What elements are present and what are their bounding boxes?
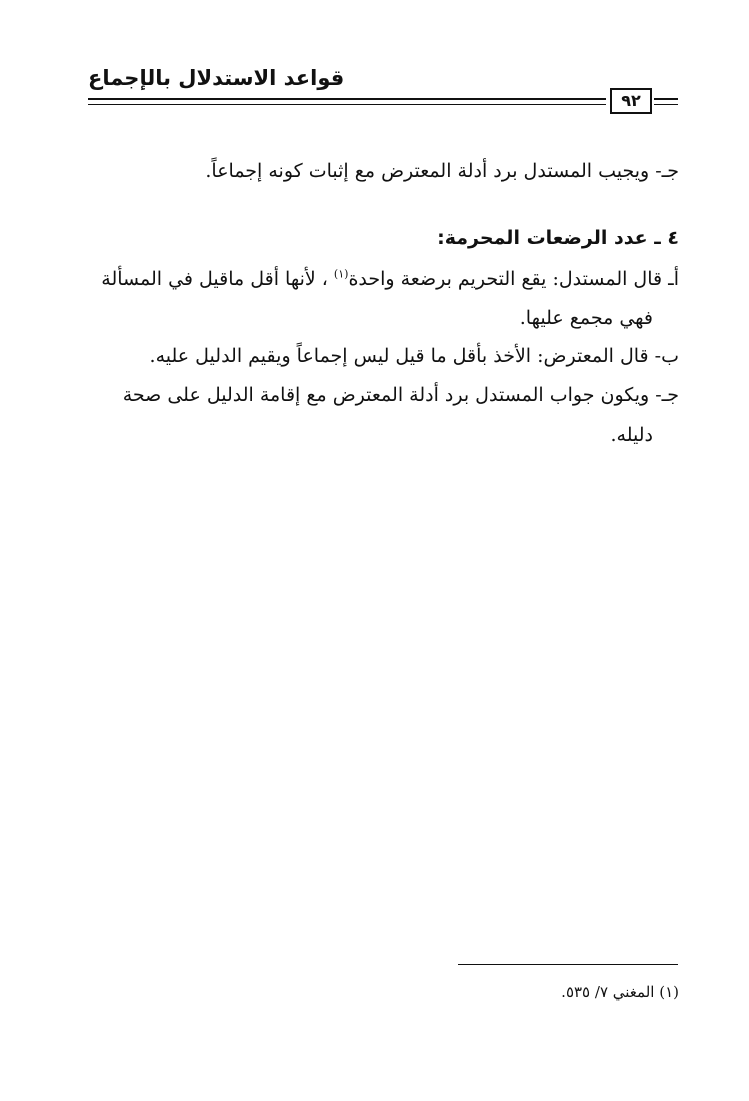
body-line-7: دليله. (610, 424, 653, 446)
body-line-3-start: أـ قال المستدل: يقع التحريم برضعة واحدة (348, 268, 679, 290)
header-rule-top (88, 98, 606, 100)
header-rule-bottom (88, 104, 606, 105)
body-line-3-end: ، لأنها أقل ماقيل في المسألة (101, 268, 328, 290)
page-number-tail-top (654, 98, 678, 100)
footnote-reference-mark: (١) (333, 267, 349, 281)
body-line-5: ب- قال المعترض: الأخذ بأقل ما قيل ليس إجماعاً ويقيم الدليل عليه. (149, 345, 679, 367)
section-heading: ٤ ـ عدد الرضعات المحرمة: (437, 227, 679, 249)
body-line-6: جـ- ويكون جواب المستدل برد أدلة المعترض مع إقامة الدليل على صحة (122, 384, 679, 406)
footnote-separator (458, 964, 678, 965)
body-line-1: جـ- ويجيب المستدل برد أدلة المعترض مع إثبات كونه إجماعاً. (205, 160, 679, 182)
page-number-tail-bottom (654, 104, 678, 105)
body-line-4: فهي مجمع عليها. (519, 307, 653, 329)
running-title: قواعد الاستدلال بالإجماع (88, 66, 345, 90)
body-line-3 (101, 268, 679, 290)
footnote-1: (١) المغني ٧/ ٥٣٥. (561, 983, 679, 1001)
page-number: ٩٢ (610, 88, 652, 114)
